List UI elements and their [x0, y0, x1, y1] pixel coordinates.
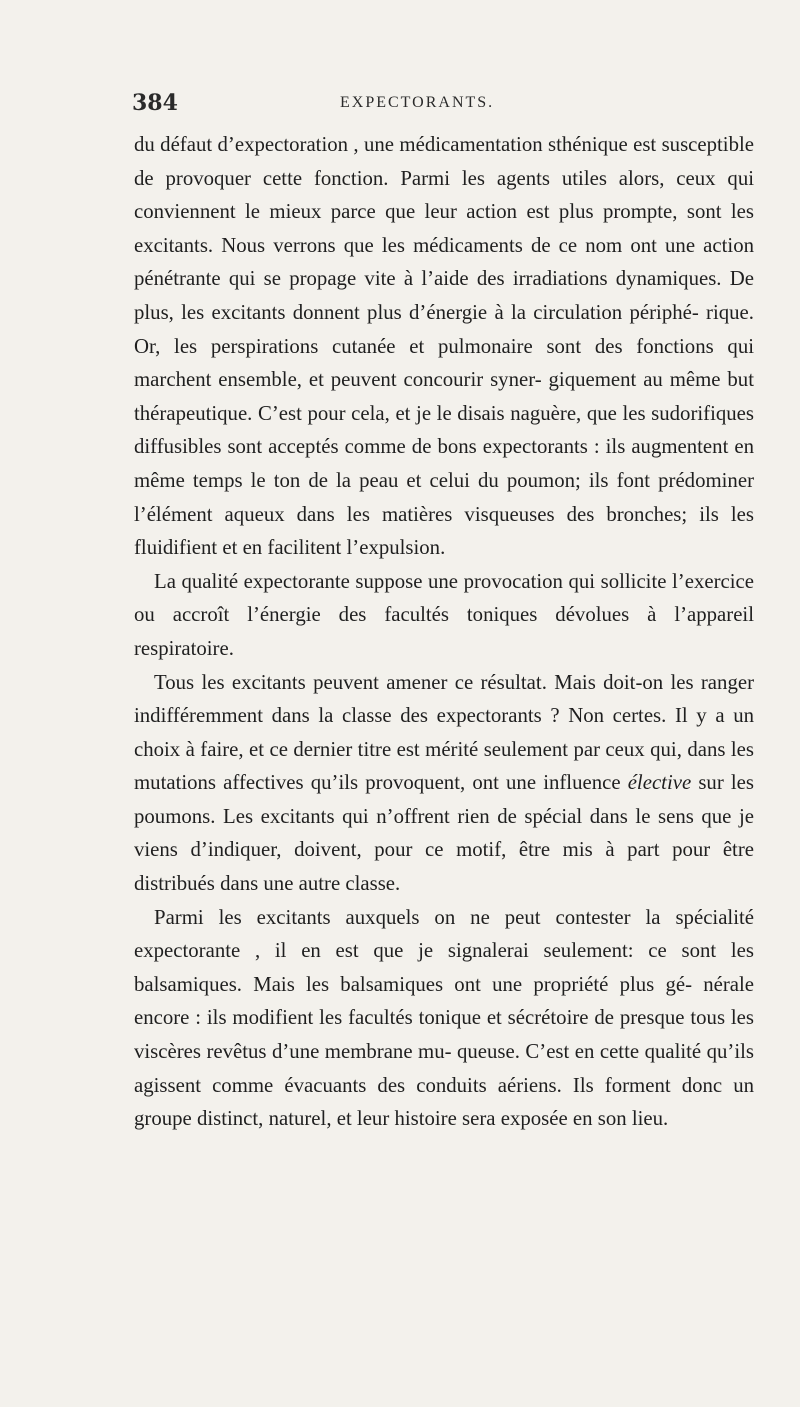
paragraph-text: Tous les excitants peuvent amener ce résultat. Mais doit-on les ranger indifféremment dans la classe des expectorants ? Non certes. Il y a un choix à faire, et ce dernier titre est mérité seulement par ceux qui, dans les mutations affectives qu’ils provoquent, ont une influence: [134, 670, 754, 795]
page-header: [132, 90, 752, 120]
italic-term: élective: [627, 771, 692, 795]
paragraph: [134, 565, 754, 666]
paragraph-text: sur les poumons. Les excitants qui n’offrent rien de spécial dans le sens que je viens d’indiquer, doivent, pour ce motif, être mis à part pour être distribués dans une autre classe.: [134, 771, 754, 896]
paragraph-text: La qualité expectorante suppose une provocation qui sollicite l’exercice ou accroît l’énergie des facultés toniques dévolues à l’appareil respiratoire.: [134, 569, 754, 660]
paragraph: [134, 666, 754, 901]
body-text: [134, 128, 754, 1136]
paragraph-text: Parmi les excitants auxquels on ne peut contester la spécialité expectorante , il en est que je signalerai seulement: ce sont les balsamiques. Mais les balsamiques ont une propriété plus gé- nérale encore : ils modifient les facultés tonique et sécrétoire de presque tous les viscères revêtus d’une membrane mu- queuse. C’est en cette qualité qu’ils agissent comme évacuants des conduits aériens. Ils forment donc un groupe distinct, naturel, et leur histoire sera exposée en son lieu.: [134, 905, 754, 1131]
paragraph-text: du défaut d’expectoration , une médicamentation sthénique est susceptible de provoquer cette fonction. Parmi les agents utiles alors, ceux qui conviennent le mieux parce que leur action est plus prompte, sont les excitants. Nous verrons que les médicaments de ce nom ont une action pénétrante qui se propage vite à l’aide des irradiations dynamiques. De plus, les excitants donnent plus d’énergie à la circulation périphé- rique. Or, les perspirations cutanée et pulmonaire sont des fonctions qui marchent ensemble, et peuvent concourir syner- giquement au même but thérapeutique. C’est pour cela, et je le disais naguère, que les sudorifiques diffusibles sont acceptés comme de bons expectorants : ils augmentent en même temps le ton de la peau et celui du poumon; ils font prédominer l’élément aqueux dans les matières visqueuses des bronches; ils les fluidifient et en facilitent l’expulsion.: [134, 133, 754, 560]
paragraph: [134, 128, 754, 565]
running-head: EXPECTORANTS.: [340, 94, 495, 111]
paragraph: [134, 901, 754, 1136]
page-number: 384: [132, 90, 178, 116]
